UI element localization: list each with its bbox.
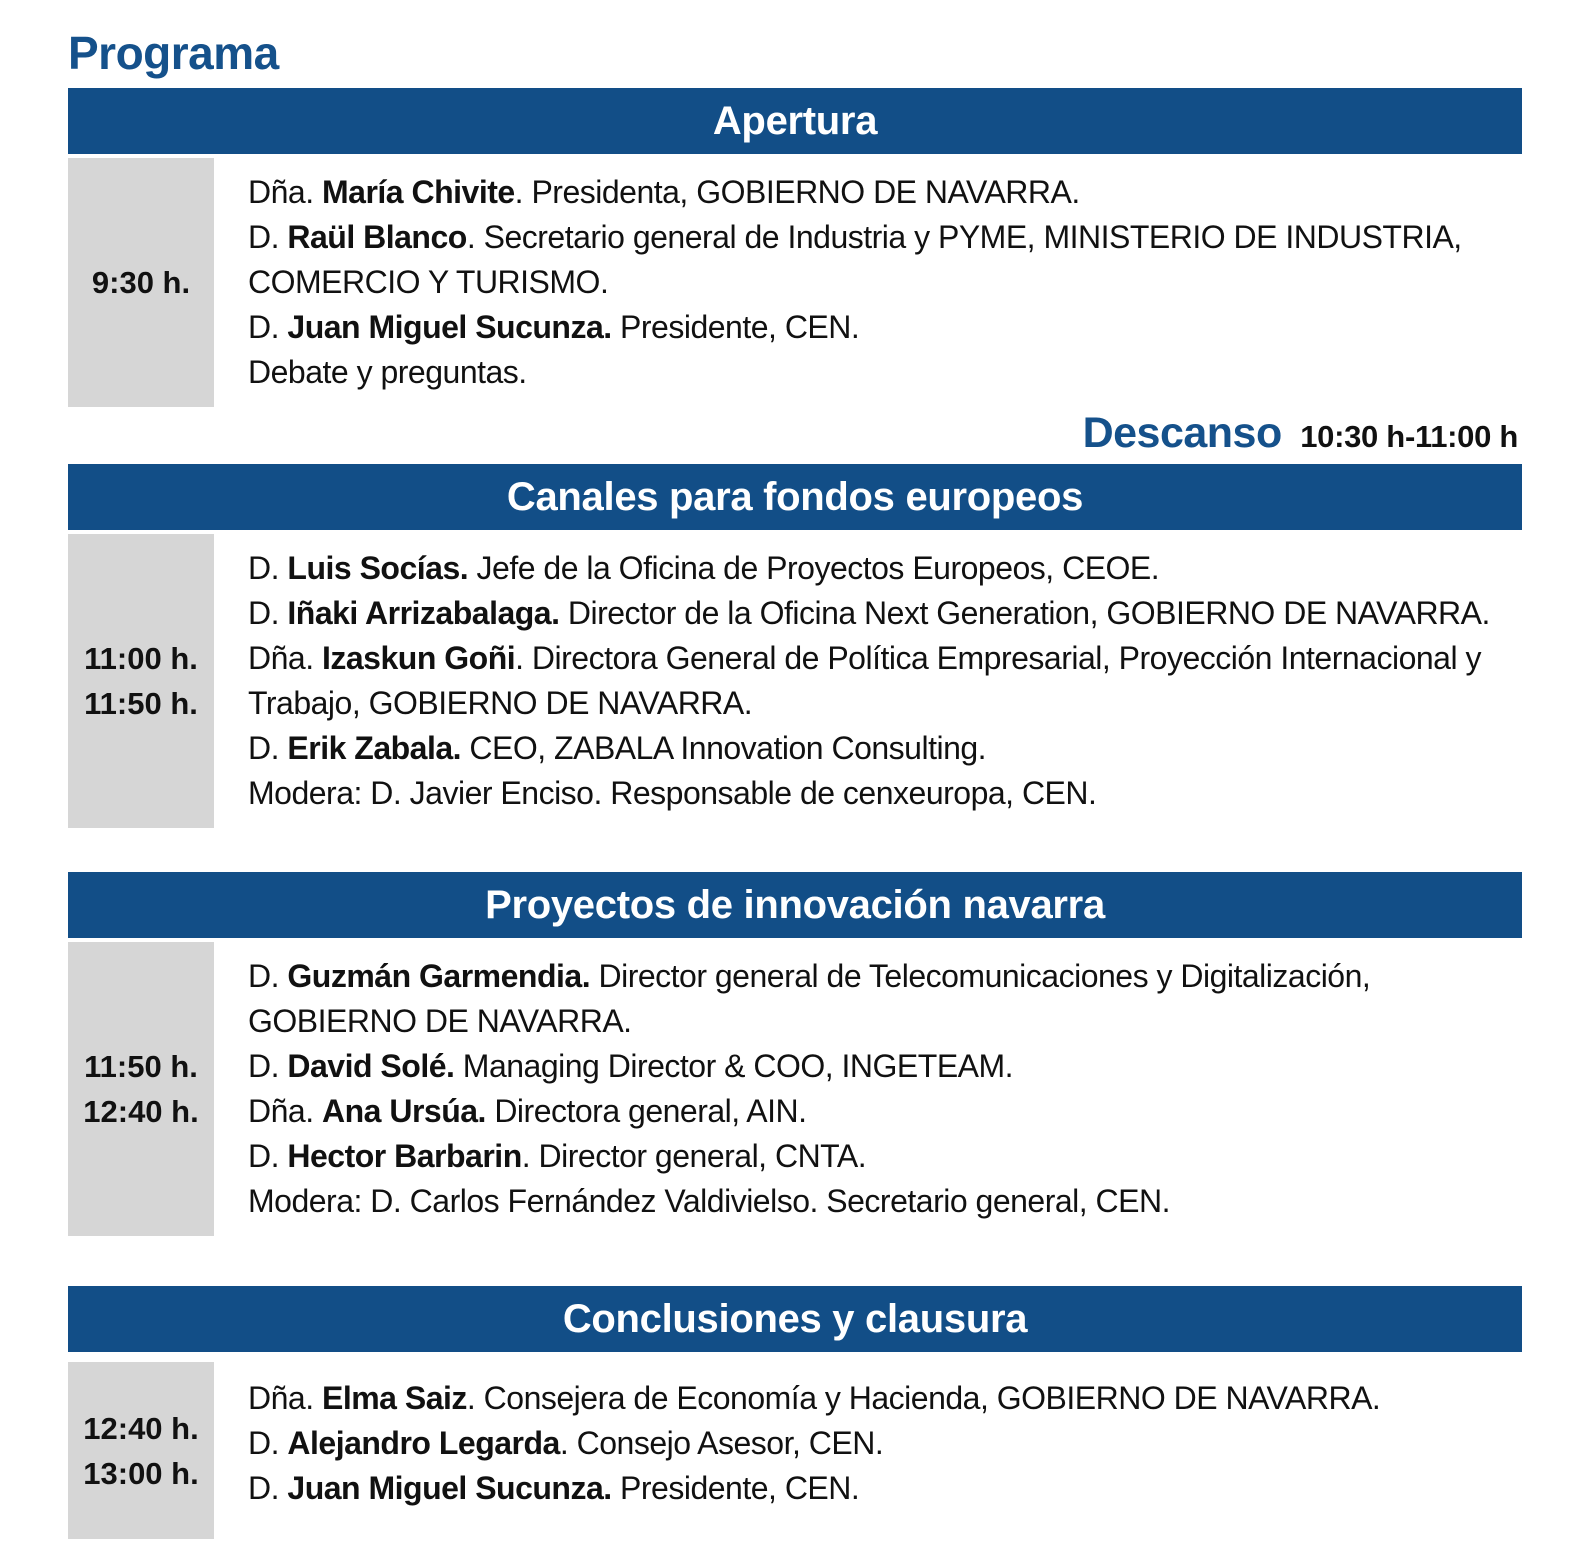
text-run: D. (248, 309, 288, 345)
text-run: D. (248, 730, 288, 766)
program-row (68, 942, 1522, 1236)
text-run: Presidente, CEN. (611, 1470, 860, 1506)
speaker-lines (248, 158, 1522, 407)
program-line (248, 726, 1522, 771)
section-title: Conclusiones y clausura (562, 1296, 1028, 1341)
text-run: Modera: D. Javier Enciso. Responsable de cenxeuropa, CEN. (248, 775, 1097, 811)
speaker-name: Luis Socías. (287, 550, 469, 586)
time-label: 9:30 h. (91, 265, 191, 300)
time-cell (68, 534, 214, 828)
program-line (248, 636, 1522, 726)
section-title: Canales para fondos europeos (506, 474, 1084, 519)
break-row (68, 407, 1522, 458)
time-label: 11:50 h. (84, 686, 198, 721)
text-run: Director general de Telecomunicaciones y Digitalización, GOBIERNO DE NAVARRA. (248, 958, 1371, 1039)
program-line (248, 1466, 1522, 1511)
text-run: Directora general, AIN. (485, 1093, 807, 1129)
break-time: 10:30 h-11:00 h (1300, 419, 1518, 454)
text-run: CEO, ZABALA Innovation Consulting. (461, 730, 987, 766)
time-label: 11:50 h. (84, 1049, 198, 1084)
speaker-lines (248, 1362, 1522, 1539)
speaker-name: Iñaki Arrizabalaga. (287, 595, 560, 631)
time-cell (68, 158, 214, 407)
section-header-conclusiones (68, 1286, 1522, 1352)
text-run: Dña. (248, 1380, 322, 1416)
section-header-apertura (68, 88, 1522, 154)
time-cell (68, 942, 214, 1236)
program-line (248, 1134, 1522, 1179)
break-label: Descanso (1082, 409, 1282, 457)
text-run: D. (248, 958, 288, 994)
section-canales (68, 464, 1522, 828)
text-run: . Directora General de Política Empresarial, Proyección Internacional y Trabajo, GOBIERNO DE NAVARRA. (248, 640, 1481, 721)
section-header-proyectos (68, 872, 1522, 938)
text-run: . Secretario general de Industria y PYME, MINISTERIO DE INDUSTRIA, COMERCIO Y TURISMO. (248, 219, 1462, 300)
section-proyectos (68, 872, 1522, 1236)
section-apertura (68, 88, 1522, 407)
program-line (248, 954, 1522, 1044)
speaker-name: Juan Miguel Sucunza. (287, 1470, 612, 1506)
program-line (248, 546, 1522, 591)
page-title: Programa (68, 27, 279, 79)
program-line (248, 771, 1522, 816)
speaker-name: David Solé. (287, 1048, 455, 1084)
section-title: Proyectos de innovación navarra (485, 882, 1105, 927)
speaker-name: Erik Zabala. (287, 730, 462, 766)
text-run: D. (248, 1138, 288, 1174)
program-line (248, 1179, 1522, 1224)
speaker-name: Elma Saiz (321, 1380, 467, 1416)
time-cell (68, 1362, 214, 1539)
text-run: D. (248, 1425, 288, 1461)
program-line (248, 1376, 1522, 1421)
program-row (68, 534, 1522, 828)
speaker-name: Izaskun Goñi (321, 640, 516, 676)
text-run: Dña. (248, 174, 322, 210)
program-line (248, 305, 1522, 350)
text-run: Managing Director & COO, INGETEAM. (454, 1048, 1014, 1084)
program-line (248, 1089, 1522, 1134)
program-line (248, 1044, 1522, 1089)
speaker-lines (248, 942, 1522, 1236)
section-title: Apertura (712, 98, 878, 143)
text-run: . Consejo Asesor, CEN. (559, 1425, 884, 1461)
speaker-name: Raül Blanco (287, 219, 467, 255)
text-run: D. (248, 1048, 288, 1084)
text-run: D. (248, 595, 288, 631)
speaker-name: Alejandro Legarda (287, 1425, 560, 1461)
text-run: Dña. (248, 640, 322, 676)
text-run: Director de la Oficina Next Generation, GOBIERNO DE NAVARRA. (559, 595, 1490, 631)
program-line (248, 350, 1522, 395)
text-run: . Presidenta, GOBIERNO DE NAVARRA. (514, 174, 1080, 210)
program-row (68, 158, 1522, 407)
time-label: 12:40 h. (83, 1410, 199, 1446)
text-run: Modera: D. Carlos Fernández Valdivielso. Secretario general, CEN. (248, 1183, 1170, 1219)
text-run: . Director general, CNTA. (521, 1138, 867, 1174)
text-run: D. (248, 219, 288, 255)
speaker-name: Ana Ursúa. (321, 1093, 486, 1129)
text-run: D. (248, 550, 288, 586)
program-line (248, 1421, 1522, 1466)
text-run: D. (248, 1470, 288, 1506)
time-label: 12:40 h. (83, 1094, 199, 1129)
text-run: Debate y preguntas. (248, 354, 527, 390)
speaker-name: Guzmán Garmendia. (287, 958, 591, 994)
speaker-lines (248, 534, 1522, 828)
program-line (248, 591, 1522, 636)
text-run: Presidente, CEN. (611, 309, 860, 345)
section-conclusiones (68, 1286, 1522, 1539)
speaker-name: Hector Barbarin (287, 1138, 522, 1174)
program-line (248, 215, 1522, 305)
program-row (68, 1362, 1522, 1539)
text-run: Jefe de la Oficina de Proyectos Europeos, CEOE. (468, 550, 1160, 586)
program-line (248, 170, 1522, 215)
text-run: . Consejera de Economía y Hacienda, GOBIERNO DE NAVARRA. (466, 1380, 1381, 1416)
time-label: 11:00 h. (84, 641, 198, 676)
time-label: 13:00 h. (83, 1455, 199, 1491)
text-run: Dña. (248, 1093, 322, 1129)
section-header-canales (68, 464, 1522, 530)
speaker-name: María Chivite (321, 174, 515, 210)
speaker-name: Juan Miguel Sucunza. (287, 309, 612, 345)
